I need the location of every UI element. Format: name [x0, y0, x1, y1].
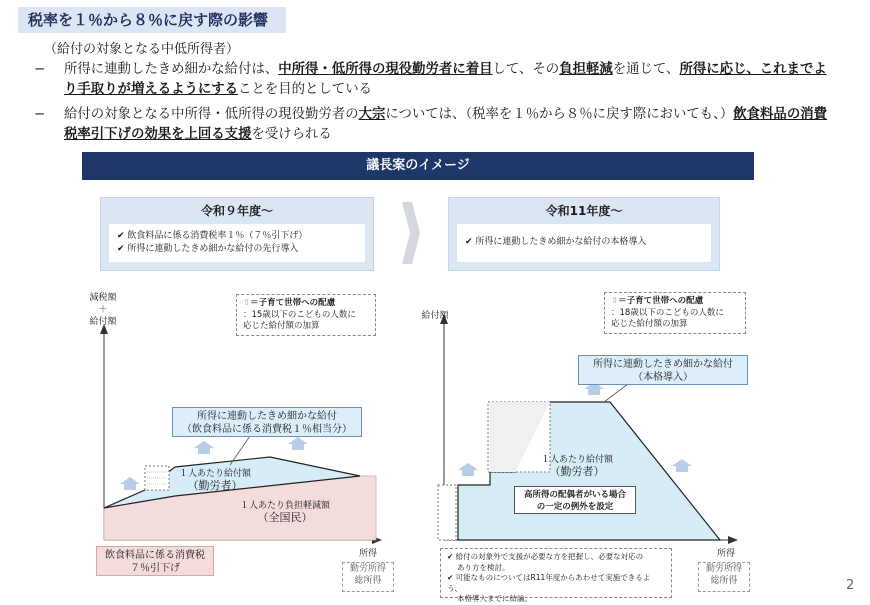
left-legend: ⇧＝子育て世帯への配慮 ：15歳以下のこどもの人数に 応じた給付額の加算: [236, 294, 376, 336]
emphasis-text: 飲食料品の消費税率引下げの効果を上回る支援: [64, 107, 827, 142]
phase-title: 令和11年度～: [545, 204, 623, 218]
bullet-2: [34, 105, 834, 145]
low-income-area: [438, 485, 456, 540]
bullet-segment: ことを目的としている: [238, 82, 372, 97]
emphasis-text: 所得に応じ、これまでより手取りが増えるようにする: [64, 62, 827, 97]
left-callout: 所得に連動したきめ細かな給付 （飲食料品に係る消費税１％相当分）: [172, 407, 362, 437]
right-legend: ⇧＝子育て世帯への配慮 ：18歳以下のこどもの人数に 応じた給付額の加算: [604, 292, 746, 334]
bullet-segment: 給付の対象となる中所得・低所得の現役勤労者の: [64, 107, 359, 122]
phase-title: 令和９年度～: [200, 204, 273, 218]
emphasis-text: 中所得・低所得の現役勤労者に着目: [278, 62, 493, 77]
right-note-box: ✔ 給付の対象外で支援が必要な方を把握し、必要な対応の あり方を検討。 ✔ 可能なものについてはR11年度からあわせて実施できるよう、 本格導入までに結論。: [440, 548, 672, 598]
bullet-1: [34, 60, 834, 100]
bullet-text: [64, 60, 834, 100]
right-callout: 所得に連動したきめ細かな給付 （本格導入）: [578, 355, 748, 385]
phase-items: [457, 224, 711, 262]
phase-item: ✔ 所得に連動したきめ細かな給付の先行導入: [117, 244, 299, 254]
up-arrow-icon: [288, 437, 308, 450]
bullet-text: [64, 105, 834, 145]
right-y-axis-label: 給付額: [421, 311, 449, 321]
bullet-dash: −: [34, 107, 46, 122]
phase-box-left: [100, 197, 374, 271]
up-arrow-icon: [194, 441, 214, 454]
left-tax-label: １人あたり負担軽減額 （全国民）: [239, 501, 330, 524]
page-title: 税率を１％から８％に戻す際の影響: [18, 7, 286, 33]
left-x-axis-sublabel: 勤労所得 総所得: [342, 562, 394, 592]
chevron-right-icon: [400, 200, 422, 266]
up-arrow-icon: ⇧: [611, 296, 619, 306]
emphasis-text: 大宗: [358, 107, 386, 122]
right-benefit-label: １人あたり給付額 （勤労者）: [540, 455, 613, 478]
right-x-axis-label: 所得: [716, 549, 735, 559]
right-exception-box: 高所得の配偶者がいる場合 の一定の例外を設定: [514, 486, 636, 514]
bullet-dash: −: [34, 62, 46, 77]
left-tax-cut-box: 飲食料品に係る消費税 ７％引下げ: [96, 546, 214, 576]
up-arrow-icon: ⇧: [243, 298, 251, 308]
left-y-axis-label: 減税額 ＋ 給付額: [89, 293, 117, 327]
page-number: 2: [846, 578, 855, 593]
phase-box-right: [448, 197, 720, 271]
bullet-segment: を受けられる: [251, 127, 332, 142]
phase-item: ✔ 所得に連動したきめ細かな給付の本格導入: [465, 237, 647, 247]
right-x-axis-sublabel: 勤労所得 総所得: [698, 562, 750, 592]
bullet-segment: して、その: [492, 62, 560, 77]
diagram-banner: 議長案のイメージ: [82, 152, 754, 180]
up-arrow-icon: [458, 463, 478, 476]
page-subtitle: （給付の対象となる中低所得者）: [44, 42, 240, 57]
up-arrow-icon: [120, 477, 140, 490]
phase-item: ✔ 飲食料品に係る消費税率１％（７％引下げ）: [117, 231, 308, 241]
emphasis-text: 負担軽減: [559, 62, 613, 77]
phase-items: [109, 224, 365, 262]
bullet-segment: 所得に連動したきめ細かな給付は、: [64, 62, 279, 77]
bullet-segment: を通じて、: [612, 62, 680, 77]
up-arrow-icon: [672, 459, 692, 472]
left-benefit-label: １人あたり給付額 （勤労者）: [178, 469, 251, 492]
bullet-segment: については、（税率を１％から８％に戻す際においても、）: [385, 107, 734, 122]
left-x-axis-label: 所得: [358, 549, 377, 559]
